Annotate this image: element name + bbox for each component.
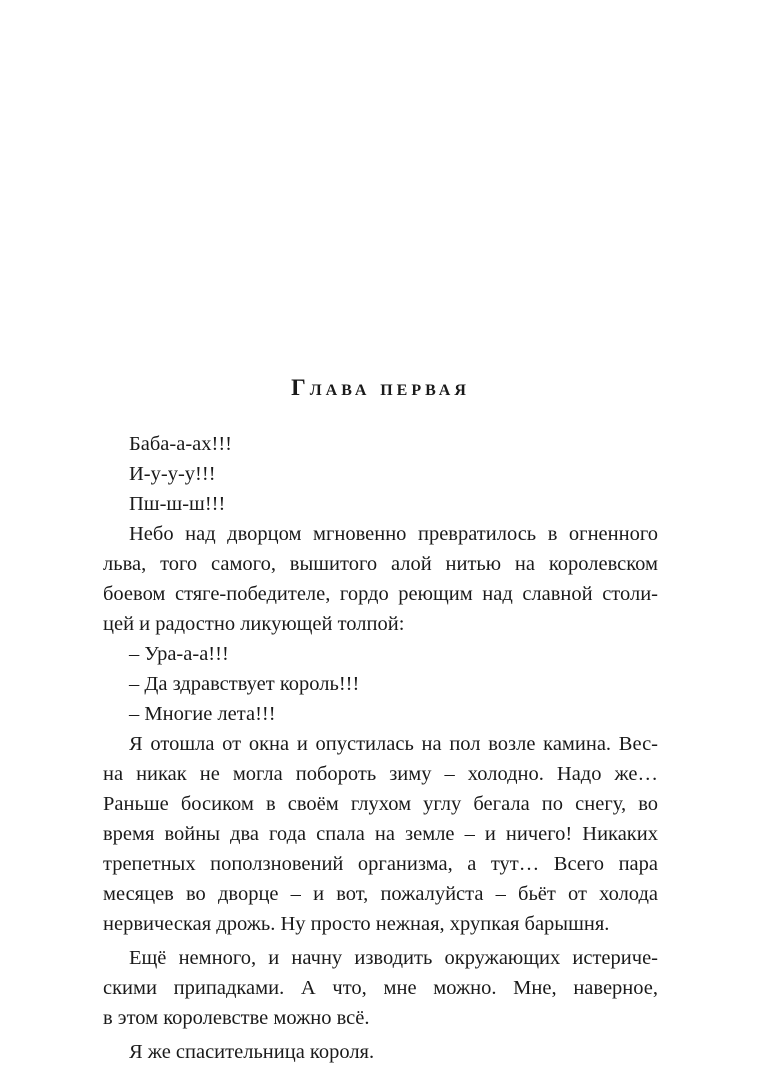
- text-line: Небо над дворцом мгновенно превратилось в огненного: [129, 523, 658, 545]
- text-line: в этом королевстве можно всё.: [103, 1007, 370, 1029]
- body-text: [103, 429, 658, 1067]
- text-line: – Ура-а-а!!!: [129, 643, 229, 665]
- text-line: – Многие лета!!!: [129, 703, 276, 725]
- text-line: трепетных поползновений организма, а тут… Всего пара: [103, 853, 658, 875]
- text-line: месяцев во дворце – и вот, пожалуйста – бьёт от холода: [103, 883, 658, 905]
- text-line: льва, того самого, вышитого алой нитью на королевском: [103, 553, 658, 575]
- text-line: И-у-у-у!!!: [129, 463, 216, 485]
- text-line: Ещё немного, и начну изводить окружающих истериче-: [129, 947, 658, 969]
- text-line: цей и радостно ликующей толпой:: [103, 613, 405, 635]
- text-line: – Да здравствует король!!!: [129, 673, 360, 695]
- text-line: Баба-а-ах!!!: [129, 433, 232, 455]
- text-line: Я же спасительница короля.: [129, 1041, 375, 1063]
- chapter-title: Глава первая: [291, 375, 470, 400]
- text-line: нервическая дрожь. Ну просто нежная, хрупкая барышня.: [103, 913, 610, 935]
- text-line: Пш-ш-ш!!!: [129, 493, 226, 515]
- text-line: Я отошла от окна и опустилась на пол возле камина. Вес-: [129, 733, 658, 755]
- text-line: боевом стяге-победителе, гордо реющим над славной столи-: [103, 583, 658, 605]
- text-line: скими припадками. А что, мне можно. Мне, наверное,: [103, 977, 658, 999]
- text-line: время войны два года спала на земле – и ничего! Никаких: [103, 823, 658, 845]
- text-line: на никак не могла побороть зиму – холодно. Надо же…: [103, 763, 658, 785]
- text-line: Раньше босиком в своём глухом углу бегала по снегу, во: [103, 793, 658, 815]
